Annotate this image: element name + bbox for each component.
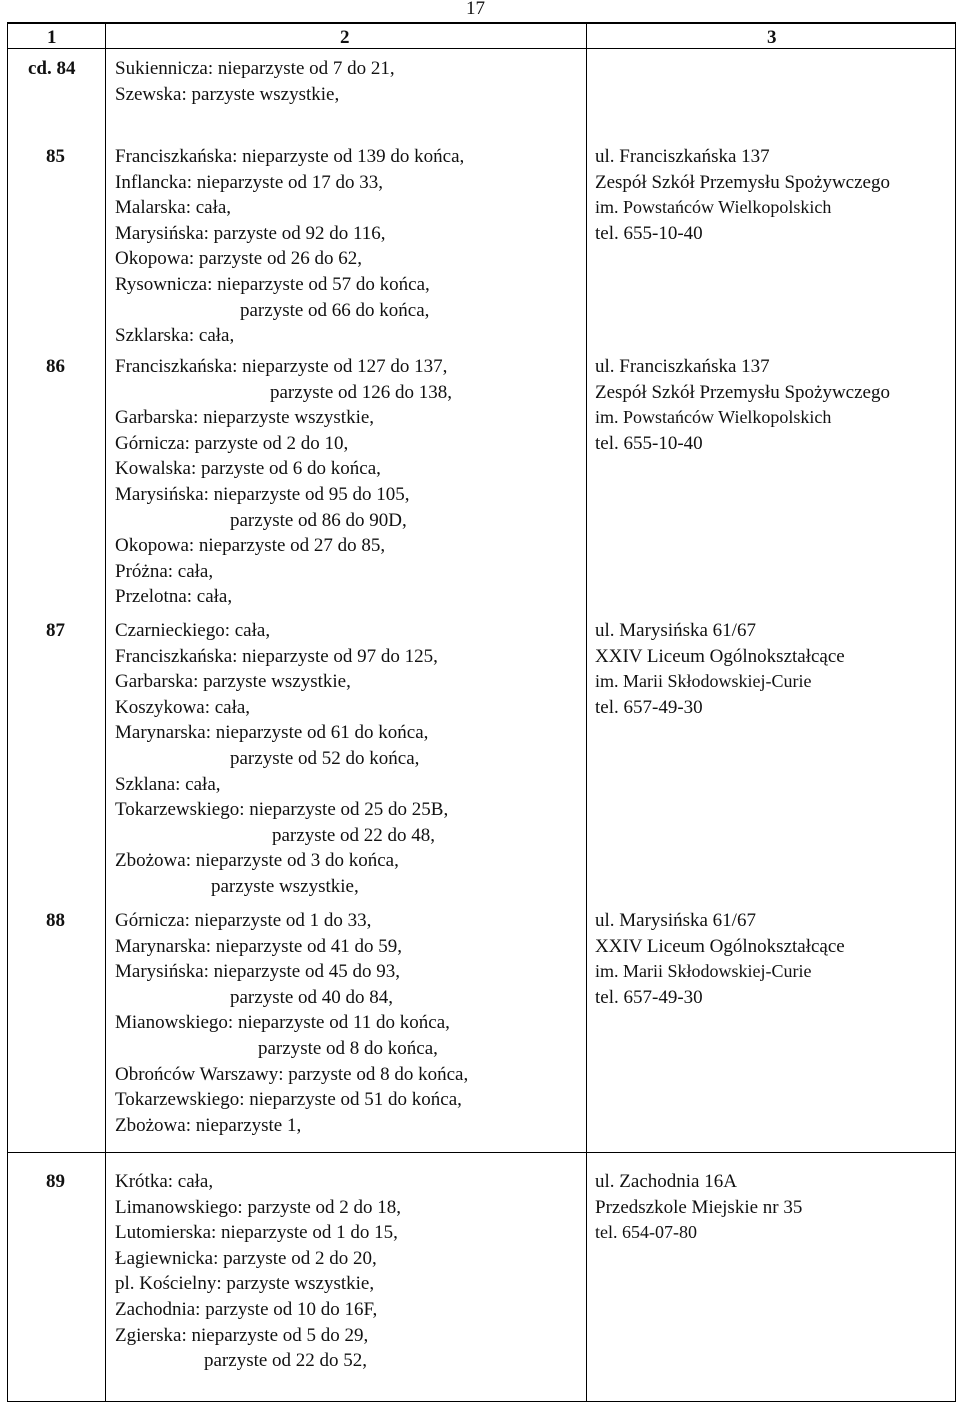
header-col-1: 1 <box>47 27 57 48</box>
street-line: Inflancka: nieparzyste od 17 do 33, <box>115 171 384 193</box>
school-line: im. Marii Skłodowskiej-Curie <box>595 671 812 692</box>
street-line: Franciszkańska: nieparzyste od 139 do końca, <box>115 146 465 167</box>
street-line: Próżna: cała, <box>115 560 214 582</box>
school-line: tel. 655-10-40 <box>595 222 703 244</box>
street-line: Garbarska: nieparzyste wszystkie, <box>115 407 375 429</box>
street-line: Górnicza: parzyste od 2 do 10, <box>115 432 349 454</box>
street-list <box>115 908 468 1138</box>
school-line: ul. Marysińska 61/67 <box>595 620 756 641</box>
school-line: tel. 654-07-80 <box>595 1222 697 1243</box>
school-info <box>595 1169 802 1246</box>
street-line: Zbożowa: nieparzyste od 3 do końca, <box>115 850 399 872</box>
street-line: Malarska: cała, <box>115 197 232 219</box>
street-line: Kowalska: parzyste od 6 do końca, <box>115 458 381 480</box>
street-list <box>115 1169 401 1374</box>
district-number: 89 <box>46 1171 65 1192</box>
school-line: ul. Zachodnia 16A <box>595 1171 737 1192</box>
district-number: cd. 84 <box>28 58 76 79</box>
school-line: XXIV Liceum Ogólnokształcące <box>595 935 845 957</box>
street-line: Lutomierska: nieparzyste od 1 do 15, <box>115 1222 398 1244</box>
school-line: ul. Marysińska 61/67 <box>595 910 756 931</box>
street-line: parzyste od 40 do 84, <box>230 986 394 1008</box>
school-line: tel. 655-10-40 <box>595 432 703 454</box>
street-line: pl. Kościelny: parzyste wszystkie, <box>115 1273 375 1295</box>
district-table <box>7 22 956 1402</box>
school-line: tel. 657-49-30 <box>595 696 703 718</box>
street-line: Zbożowa: nieparzyste 1, <box>115 1114 302 1136</box>
street-line: Tokarzewskiego: nieparzyste od 51 do końca, <box>115 1089 462 1111</box>
street-line: parzyste od 22 do 52, <box>204 1350 368 1372</box>
street-line: Limanowskiego: parzyste od 2 do 18, <box>115 1196 402 1218</box>
street-line: Marysińska: nieparzyste od 45 do 93, <box>115 961 400 983</box>
district-number: 87 <box>46 620 65 641</box>
street-line: parzyste od 52 do końca, <box>230 747 420 769</box>
street-line: Szklana: cała, <box>115 773 221 795</box>
school-line: Zespół Szkół Przemysłu Spożywczego <box>595 381 890 403</box>
street-line: Koszykowa: cała, <box>115 696 251 718</box>
school-line: Przedszkole Miejskie nr 35 <box>595 1196 803 1218</box>
school-line: XXIV Liceum Ogólnokształcące <box>595 645 845 667</box>
street-line: Szewska: parzyste wszystkie, <box>115 83 340 105</box>
street-line: Krótka: cała, <box>115 1171 214 1192</box>
street-line: Okopowa: parzyste od 26 do 62, <box>115 248 362 270</box>
school-info <box>595 618 845 720</box>
street-line: parzyste wszystkie, <box>211 875 359 897</box>
street-line: parzyste od 8 do końca, <box>258 1037 438 1059</box>
street-line: Marynarska: nieparzyste od 41 do 59, <box>115 935 403 957</box>
school-line: im. Powstańców Wielkopolskich <box>595 197 832 218</box>
street-line: Sukiennicza: nieparzyste od 7 do 21, <box>115 58 395 79</box>
school-info <box>595 144 890 246</box>
street-line: Zachodnia: parzyste od 10 do 16F, <box>115 1298 378 1320</box>
street-line: parzyste od 22 do 48, <box>272 824 436 846</box>
header-divider <box>8 48 955 49</box>
street-line: Mianowskiego: nieparzyste od 11 do końca, <box>115 1012 450 1034</box>
street-line: Marysińska: parzyste od 92 do 116, <box>115 222 386 244</box>
street-line: Przelotna: cała, <box>115 586 233 608</box>
street-line: Marynarska: nieparzyste od 61 do końca, <box>115 722 429 744</box>
street-list <box>115 618 448 900</box>
district-number: 85 <box>46 146 65 167</box>
street-line: Obrońców Warszawy: parzyste od 8 do końca, <box>115 1063 469 1085</box>
street-line: Franciszkańska: nieparzyste od 127 do 137, <box>115 356 448 377</box>
school-info <box>595 908 845 1010</box>
school-line: im. Marii Skłodowskiej-Curie <box>595 961 812 982</box>
street-line: Franciszkańska: nieparzyste od 97 do 125, <box>115 645 438 667</box>
street-line: Czarnieckiego: cała, <box>115 620 271 641</box>
column-divider <box>105 24 106 1401</box>
street-line: Rysownicza: nieparzyste od 57 do końca, <box>115 273 430 295</box>
street-line: parzyste od 66 do końca, <box>240 299 430 321</box>
school-line: Zespół Szkół Przemysłu Spożywczego <box>595 171 890 193</box>
street-line: parzyste od 86 do 90D, <box>230 509 407 531</box>
street-line: Marysińska: nieparzyste od 95 do 105, <box>115 483 410 505</box>
district-number: 86 <box>46 356 65 377</box>
school-line: im. Powstańców Wielkopolskich <box>595 407 832 428</box>
street-line: Tokarzewskiego: nieparzyste od 25 do 25B, <box>115 799 449 821</box>
street-list <box>115 354 452 610</box>
street-line: parzyste od 126 do 138, <box>270 381 453 403</box>
street-line: Garbarska: parzyste wszystkie, <box>115 671 351 693</box>
school-line: ul. Franciszkańska 137 <box>595 146 770 167</box>
street-line: Zgierska: nieparzyste od 5 do 29, <box>115 1324 369 1346</box>
school-line: ul. Franciszkańska 137 <box>595 356 770 377</box>
street-line: Szklarska: cała, <box>115 325 235 347</box>
street-line: Łagiewnicka: parzyste od 2 do 20, <box>115 1247 377 1269</box>
header-col-3: 3 <box>767 27 777 48</box>
school-info <box>595 354 890 456</box>
district-number: 88 <box>46 910 65 931</box>
page-number: 17 <box>466 0 485 19</box>
street-list <box>115 144 464 349</box>
row-divider <box>8 1152 955 1153</box>
street-line: Okopowa: nieparzyste od 27 do 85, <box>115 535 386 557</box>
column-divider <box>586 24 587 1401</box>
header-col-2: 2 <box>340 27 350 48</box>
street-list <box>115 56 395 107</box>
school-line: tel. 657-49-30 <box>595 986 703 1008</box>
street-line: Górnicza: nieparzyste od 1 do 33, <box>115 910 372 931</box>
